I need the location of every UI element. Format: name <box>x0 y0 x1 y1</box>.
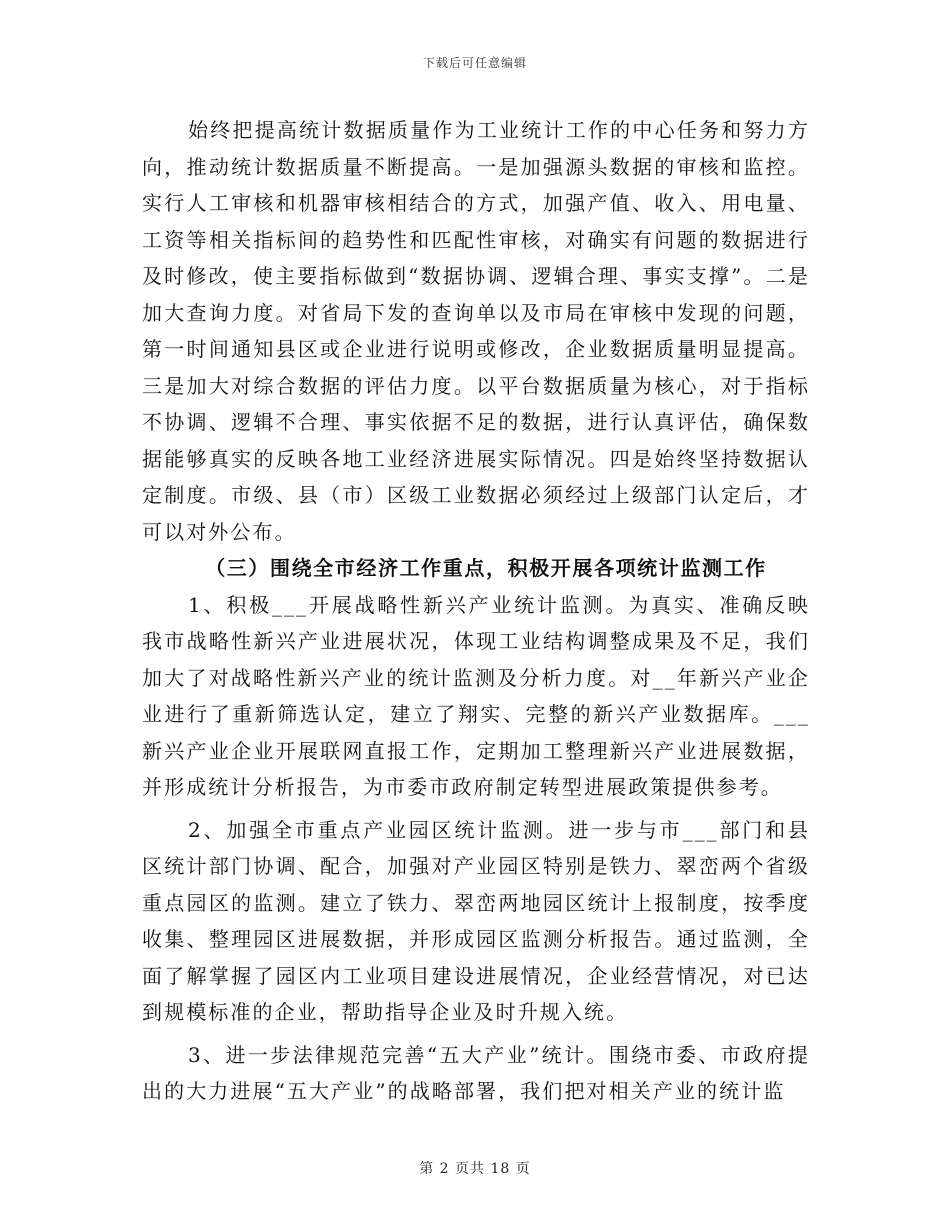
paragraph-emerging-industries: 1、积极___开展战略性新兴产业统计监测。为真实、准确反映我市战略性新兴产业进展状况，体现工业结构调整成果及不足，我们加大了对战略性新兴产业的统计监测及分析力度。对__年新兴产业企业进行了重新筛选认定，建立了翔实、完整的新兴产业数据库。___新兴产业企业开展联网直报工作，定期加工整理新兴产业进展数据，并形成统计分析报告，为市委市政府制定转型进展政策提供参考。 <box>142 592 810 799</box>
section-heading: （三）围绕全市经济工作重点，积极开展各项统计监测工作 <box>205 556 767 580</box>
document-body <box>142 112 810 1110</box>
paragraph-data-quality: 始终把提高统计数据质量作为工业统计工作的中心任务和努力方向，推动统计数据质量不断提高。一是加强源头数据的审核和监控。实行人工审核和机器审核相结合的方式，加强产值、收入、用电量、工资等相关指标间的趋势性和匹配性审核，对确实有问题的数据进行及时修改，使主要指标做到“数据协调、逻辑合理、事实支撑”。二是加大查询力度。对省局下发的查询单以及市局在审核中发现的问题，第一时间通知县区或企业进行说明或修改，企业数据质量明显提高。三是加大对综合数据的评估力度。以平台数据质量为核心，对于指标不协调、逻辑不合理、事实依据不足的数据，进行认真评估，确保数据能够真实的反映各地工业经济进展实际情况。四是始终坚持数据认定制度。市级、县（市）区级工业数据必须经过上级部门认定后，才可以对外公布。 <box>142 118 810 544</box>
paragraph-five-industries: 3、进一步法律规范完善“五大产业”统计。围绕市委、市政府提出的大力进展“五大产业”的战略部署，我们把对相关产业的统计监 <box>142 1042 810 1103</box>
page-header: 下载后可任意编辑 <box>422 56 527 70</box>
page-footer: 第 2 页共 18 页 <box>419 1161 531 1177</box>
paragraph-industrial-parks: 2、加强全市重点产业园区统计监测。进一步与市___部门和县区统计部门协调、配合，加强对产业园区特别是铁力、翠峦两个省级重点园区的监测。建立了铁力、翠峦两地园区统计上报制度，按季度收集、整理园区进展数据，并形成园区监测分析报告。通过监测，全面了解掌握了园区内工业项目建设进展情况，企业经营情况，对已达到规模标准的企业，帮助指导企业及时升规入统。 <box>142 817 810 1024</box>
